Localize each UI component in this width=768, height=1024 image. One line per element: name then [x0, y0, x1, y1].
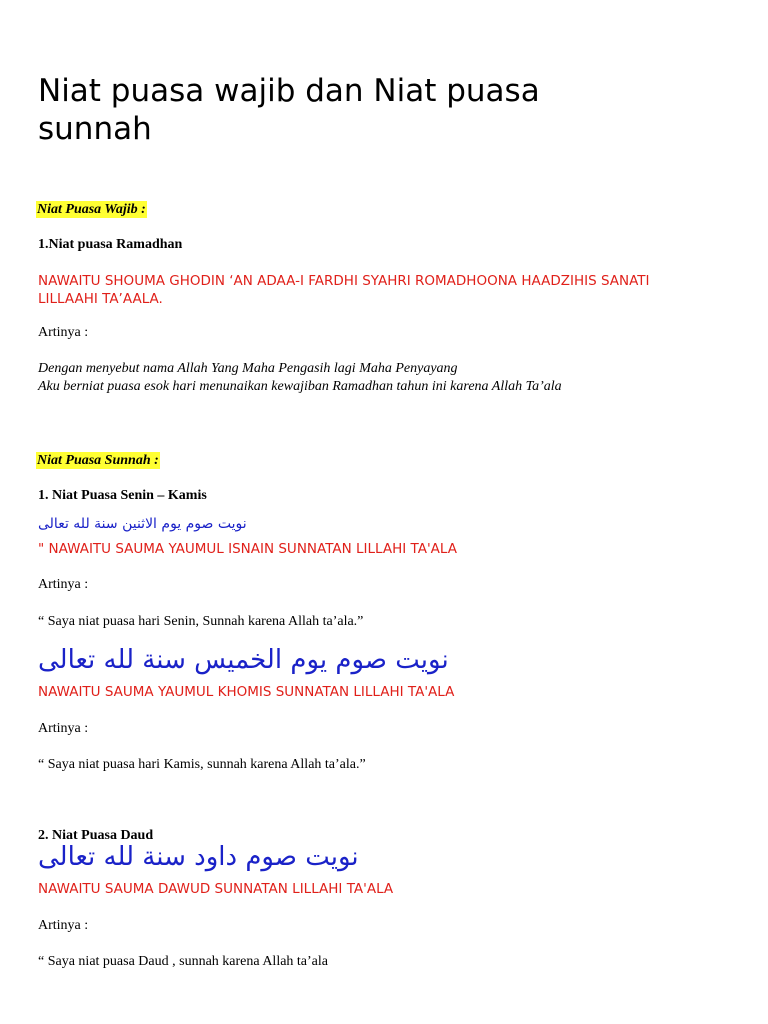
- senin-arabic-text: نويت صوم يوم الاثنين سنة لله تعالى: [38, 516, 247, 532]
- senin-kamis-title: 1. Niat Puasa Senin – Kamis: [38, 488, 207, 503]
- daud-artinya-label: Artinya :: [38, 918, 89, 933]
- daud-arabic-text: نويت صوم داود سنة لله تعالى: [38, 842, 359, 872]
- daud-latin-text: NAWAITU SAUMA DAWUD SUNNATAN LILLAHI TA'ALA: [38, 881, 394, 897]
- senin-meaning: “ Saya niat puasa hari Senin, Sunnah karena Allah ta’ala.”: [38, 614, 364, 629]
- daud-title: 2. Niat Puasa Daud: [38, 828, 154, 843]
- ramadhan-artinya-label: Artinya :: [38, 325, 89, 340]
- ramadhan-meaning-line2: Aku berniat puasa esok hari menunaikan kewajiban Ramadhan tahun ini karena Allah Ta’ala: [38, 379, 562, 394]
- senin-artinya-label: Artinya :: [38, 577, 89, 592]
- sunnah-heading-text: Niat Puasa Sunnah :: [37, 453, 159, 468]
- daud-meaning: “ Saya niat puasa Daud , sunnah karena Allah ta’ala: [38, 954, 329, 969]
- ramadhan-meaning-line1: Dengan menyebut nama Allah Yang Maha Pengasih lagi Maha Penyayang: [38, 361, 458, 376]
- kamis-meaning: “ Saya niat puasa hari Kamis, sunnah karena Allah ta’ala.”: [38, 757, 366, 772]
- page-title-line2: sunnah: [38, 111, 152, 147]
- senin-latin-text: " NAWAITU SAUMA YAUMUL ISNAIN SUNNATAN LILLAHI TA'ALA: [38, 541, 457, 557]
- kamis-arabic-text: نويت صوم يوم الخميس سنة لله تعالى: [38, 645, 449, 675]
- kamis-latin-text: NAWAITU SAUMA YAUMUL KHOMIS SUNNATAN LILLAHI TA'ALA: [38, 684, 455, 700]
- section-heading-wajib: [36, 200, 147, 218]
- ramadhan-latin-line2: LILLAAHI TA’AALA.: [38, 291, 163, 307]
- wajib-heading-text: Niat Puasa Wajib :: [37, 202, 146, 217]
- ramadhan-title: 1.Niat puasa Ramadhan: [38, 237, 183, 252]
- kamis-artinya-label: Artinya :: [38, 721, 89, 736]
- section-heading-sunnah: [36, 451, 160, 469]
- page-title-line1: Niat puasa wajib dan Niat puasa: [38, 73, 540, 109]
- ramadhan-latin-line1: NAWAITU SHOUMA GHODIN ‘AN ADAA-I FARDHI SYAHRI ROMADHOONA HAADZIHIS SANATI: [38, 273, 650, 289]
